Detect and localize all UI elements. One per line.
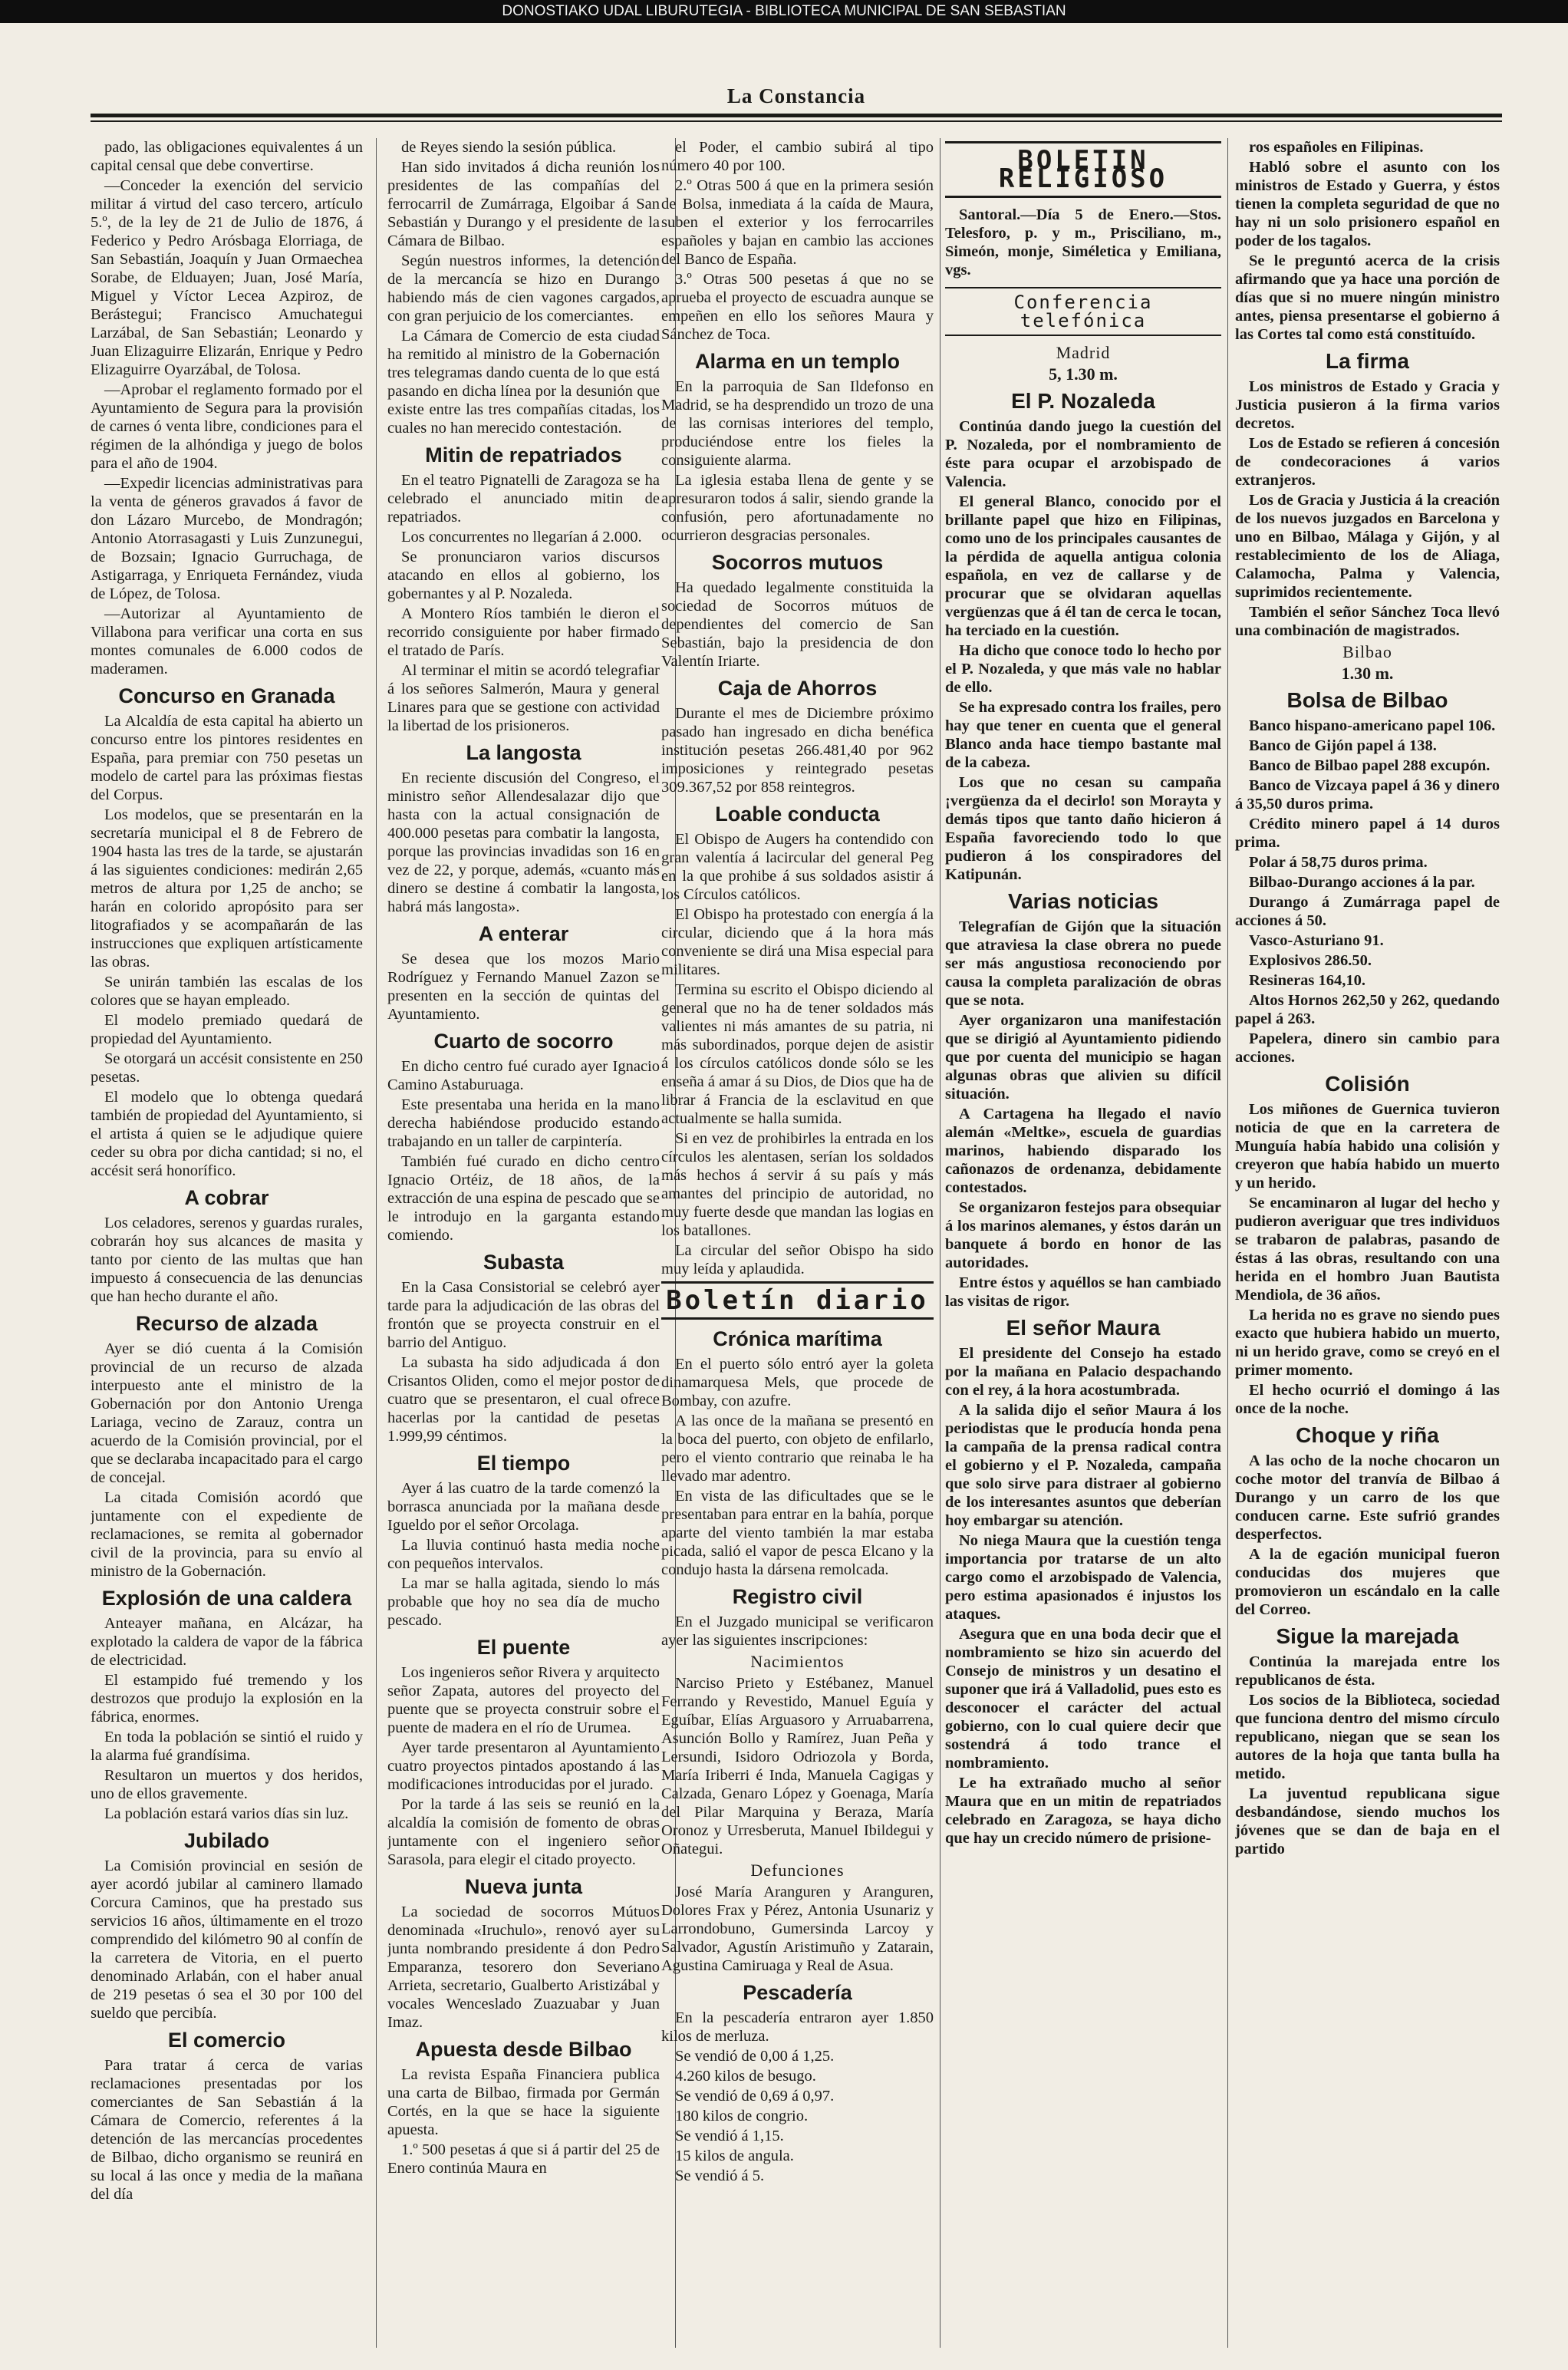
article-paragraph: Los concurrentes no llegarían á 2.000. bbox=[401, 529, 642, 546]
article-paragraph: Banco de Vizcaya papel á 36 y dinero á 35,50 duros prima. bbox=[1235, 777, 1500, 813]
article-paragraph: Los ministros de Estado y Gracia y Justicia pusieron á la firma varios decretos. bbox=[1235, 378, 1500, 432]
article-paragraph: Según nuestros informes, la detención de la mercancía se hizo en Durango habiendo más de cien vagones cargados, con gran perjuicio de los comerciantes. bbox=[387, 252, 660, 325]
article-paragraph: A Cartagena ha llegado el navío alemán «Meltke», escuela de guardias marinos, habiendo disparado los cañonazos de ordenanza, debidamente contestados. bbox=[945, 1106, 1221, 1196]
article-headline: La firma bbox=[1326, 349, 1409, 373]
article-paragraph: A las once de la mañana se presentó en la boca del puerto, con objeto de enfilarlo, pero el viento contrario que reinaba le ha llevado mar adentro. bbox=[661, 1412, 934, 1485]
article-paragraph: Los ingenieros señor Rivera y arquitecto señor Zapata, autores del proyecto del puente que se proyecta construir sobre el puente de madera en el río de Urumea. bbox=[387, 1664, 660, 1736]
article-headline: Socorros mutuos bbox=[711, 551, 884, 574]
article-paragraph: —Autorizar al Ayuntamiento de Villabona para verificar una corta en sus montes comunales de 6.000 codos de maderamen. bbox=[91, 605, 363, 677]
article-paragraph: Anteayer mañana, en Alcázar, ha explotado la caldera de vapor de la fábrica de electricidad. bbox=[91, 1615, 363, 1669]
article-paragraph: El Obispo de Augers ha contendido con gran valentía á lacircular del general Peg en la que prohibe á sus soldados asistir á los Círculos católicos. bbox=[661, 831, 934, 903]
article-headline: La langosta bbox=[466, 741, 581, 764]
article-paragraph: Han sido invitados á dicha reunión los presidentes de las compañías del ferrocarril de Zumárraga, Elgoibar á San Sebastián y Durango y el presidente de la Cámara de Bilbao. bbox=[387, 159, 660, 249]
article-paragraph: Explosivos 286.50. bbox=[1249, 952, 1372, 969]
article-headline: Jubilado bbox=[183, 1829, 269, 1852]
article-paragraph: A las ocho de la noche chocaron un coche motor del tranvía de Bilbao á Durango y un carro de los que conducen carne. Este sufrió grandes desperfectos. bbox=[1235, 1452, 1500, 1543]
article-paragraph: 4.260 kilos de besugo. bbox=[675, 2068, 816, 2085]
article-headline: Concurso en Granada bbox=[118, 684, 335, 707]
article-paragraph: La iglesia estaba llena de gente y se apresuraron todos á salir, siendo grande la confusión, pero afortunadamente no ocurrieron desgracias personales. bbox=[661, 472, 934, 544]
article-paragraph: Los miñones de Guernica tuvieron noticia de que en la carretera de Munguía había habido una colisión y creyeron que había habido un muerto y un herido. bbox=[1235, 1101, 1500, 1192]
article-paragraph: Se ha expresado contra los frailes, pero hay que tener en cuenta que el general Blanco anda hace tiempo bastante mal de la cabeza. bbox=[945, 699, 1221, 771]
article-paragraph: También fué curado en dicho centro Ignacio Ortéiz, de 18 años, de la extracción de una espina de pescado que se le introdujo en la garganta estando comiendo. bbox=[387, 1153, 660, 1244]
article-paragraph: Se otorgará un accésit consistente en 250 pesetas. bbox=[91, 1050, 363, 1086]
article-headline: Apuesta desde Bilbao bbox=[415, 2038, 632, 2061]
article-headline: Choque y riña bbox=[1296, 1423, 1439, 1447]
article-headline: Mitin de repatriados bbox=[425, 443, 622, 466]
article-paragraph: —Aprobar el reglamento formado por el Ayuntamiento de Segura para la provisión de carnes ó venta libre, condiciones para el régimen de la alhóndiga y juego de bolos para el año de 1904. bbox=[91, 381, 363, 472]
article-headline: A cobrar bbox=[184, 1186, 269, 1209]
article-paragraph: Se vendió á 1,15. bbox=[675, 2128, 784, 2144]
article-headline: Recurso de alzada bbox=[135, 1312, 318, 1335]
article-paragraph: En la pescadería entraron ayer 1.850 kilos de merluza. bbox=[661, 2009, 934, 2045]
article-paragraph: La lluvia continuó hasta media noche con pequeños intervalos. bbox=[387, 1537, 660, 1572]
article-paragraph: Los modelos, que se presentarán en la secretaría municipal el 8 de Febrero de 1904 hasta las tres de la tarde, se ajustarán á las siguientes condiciones: medirán 2,65 metros de altura por 1,25 de ancho; se harán en colorido apropósito para ser litografiados y se acompañarán de las instrucciones que expliquen artísticamente las obras. bbox=[91, 806, 363, 971]
article-paragraph: 2.º Otras 500 á que en la primera sesión de Bolsa, inmediata á la caída de Maura, suben el exterior y los ferrocarriles españoles y bajan en cambio las acciones del Banco de España. bbox=[661, 177, 934, 268]
article-paragraph: —Expedir licencias administrativas para la venta de géneros gravados á favor de don Lázaro Murcebo, de Mondragón; Antonio Atorrasagasti y Luis Zunzunegui, de Bozsain; Ignacio Gurruchaga, de Astigarraga, y Enriqueta Fernández, viuda de López, de Tolosa. bbox=[91, 475, 363, 602]
article-paragraph: Se desea que los mozos Mario Rodríguez y Fernando Manuel Zazon se presenten en la sección de quintas del Ayuntamiento. bbox=[387, 951, 660, 1023]
column-2 bbox=[387, 138, 660, 2348]
article-paragraph: 15 kilos de angula. bbox=[675, 2148, 794, 2164]
article-headline: El señor Maura bbox=[1006, 1316, 1161, 1340]
article-paragraph: En vista de las dificultades que se le presentaban para entrar en la bahía, porque aparte del viento también la mar estaba picada, salió el vapor de pesca Elcano y la condujo hasta la dársena remolcada. bbox=[661, 1488, 934, 1578]
article-paragraph: En la Casa Consistorial se celebró ayer tarde para la adjudicación de las obras del frontón que se proyecta construir en el barrio del Antiguo. bbox=[387, 1279, 660, 1351]
article-headline: El P. Nozaleda bbox=[1011, 389, 1155, 413]
article-paragraph: El presidente del Consejo ha estado por la mañana en Palacio despachando con el rey, á la hora acostumbrada. bbox=[945, 1345, 1221, 1399]
article-paragraph: Ayer organizaron una manifestación que se dirigió al Ayuntamiento pidiendo que por cuenta del municipio se hagan algunas obras que alivien su difícil situación. bbox=[945, 1012, 1221, 1103]
article-paragraph: Se vendió de 0,69 á 0,97. bbox=[675, 2088, 835, 2105]
article-paragraph: Este presentaba una herida en la mano derecha habiéndose producido estando trabajando en un taller de carpintería. bbox=[387, 1096, 660, 1150]
article-paragraph: Se organizaron festejos para obsequiar á los marinos alemanes, y éstos darán un banquete á bordo en honor de las autoridades. bbox=[945, 1199, 1221, 1271]
masthead-rule-thin bbox=[91, 120, 1502, 122]
article-paragraph: Al terminar el mitin se acordó telegrafiar á los señores Salmerón, Maura y general Linares para que se gestione con actividad la libertad de los prisioneros. bbox=[387, 662, 660, 734]
article-paragraph: Banco de Gijón papel á 138. bbox=[1249, 737, 1437, 754]
article-headline: El comercio bbox=[167, 2029, 286, 2052]
section-title: BOLETIN RELIGIOSO bbox=[945, 141, 1221, 198]
article-paragraph: Se encaminaron al lugar del hecho y pudieron averiguar que tres individuos se trabaron de palabras, pasando de éstas á las obras, resultando con una herida en el hombro Juan Bautista Mendiola, de 36 años. bbox=[1235, 1195, 1500, 1304]
article-headline: Crónica marítima bbox=[713, 1327, 882, 1350]
article-paragraph: Banco hispano-americano papel 106. bbox=[1249, 717, 1496, 734]
article-paragraph: La Comisión provincial en sesión de ayer acordó jubilar al caminero llamado Corcura Caminos, que ha prestado sus servicios 16 años, últimamente en el trozo comprendido del kilómetro 90 al confín de la carretera de Vitoria, en el puerto denominado Arlabán, con el haber anual de 219 pesetas ó sea el 30 por 100 del sueldo que percibía. bbox=[91, 1857, 363, 2022]
article-paragraph: Le ha extrañado mucho al señor Maura que en un mitin de repatriados celebrado en Zaragoza, se haya dicho que hay un crecido número de prisione- bbox=[945, 1775, 1221, 1847]
article-paragraph: La mar se halla agitada, siendo lo más probable que hoy no sea día de mucho pescado. bbox=[387, 1575, 660, 1629]
article-paragraph: A la salida dijo el señor Maura á los periodistas que le producía honda pena la campaña de la prensa radical contra el gobierno y el P. Nozaleda, campaña que solo sirve para distraer al gobierno de los interesantes asuntos que deberían hoy embargar su atención. bbox=[945, 1402, 1221, 1529]
article-paragraph: Resultaron un muertos y dos heridos, uno de ellos gravemente. bbox=[91, 1767, 363, 1802]
article-paragraph: También el señor Sánchez Toca llevó una combinación de magistrados. bbox=[1235, 604, 1500, 639]
article-paragraph: 180 kilos de congrio. bbox=[675, 2108, 809, 2124]
article-paragraph: El general Blanco, conocido por el brillante papel que hizo en Filipinas, como uno de los principales causantes de la pérdida de aquella antigua colonia española, en vez de callarse y de procurar que se olvidaran aquellas vergüenzas que á él tan de cerca le tocan, ha terciado en la cuestión. bbox=[945, 493, 1221, 639]
article-paragraph: Bilbao-Durango acciones á la par. bbox=[1249, 874, 1475, 891]
dateline: 1.30 m. bbox=[1341, 664, 1394, 683]
article-paragraph: Termina su escrito el Obispo diciendo al general que no ha de tener soldados más valientes ni más amantes de su patria, ni más subordinados, porque dejen de asistir á los círculos católicos donde sólo se les enseña á amar á su Dios, de Dios que ha de librar á Francia de la esclavitud en que actualmente se halla sumida. bbox=[661, 981, 934, 1127]
article-paragraph: La población estará varios días sin luz. bbox=[104, 1805, 349, 1822]
article-headline: Bolsa de Bilbao bbox=[1286, 688, 1448, 712]
article-paragraph: Ayer á las cuatro de la tarde comenzó la borrasca anunciada por la mañana desde Igueldo por el señor Orcolaga. bbox=[387, 1480, 660, 1534]
subheading: Defunciones bbox=[750, 1861, 845, 1880]
archive-banner: DONOSTIAKO UDAL LIBURUTEGIA - BIBLIOTECA MUNICIPAL DE SAN SEBASTIAN bbox=[0, 0, 1568, 23]
article-paragraph: A Montero Ríos también le dieron el recorrido consiguiente por haber firmado el tratado de París. bbox=[387, 605, 660, 659]
article-paragraph: La Cámara de Comercio de esta ciudad ha remitido al ministro de la Gobernación tres telegramas dando cuenta de lo que está pasando en dicha línea por la desunión que existe entre las tres compañías citadas, los cuales no han merecido contestación. bbox=[387, 328, 660, 437]
article-paragraph: Habló sobre el asunto con los ministros de Estado y Guerra, y éstos tienen la completa seguridad de que no hay ni un solo prisionero español en poder de los tagalos. bbox=[1235, 159, 1500, 249]
article-paragraph: En la parroquia de San Ildefonso en Madrid, se ha desprendido un trozo de una de las cornisas interiores del templo, produciéndose entre los fieles la consiguiente alarma. bbox=[661, 378, 934, 469]
article-paragraph: No niega Maura que la cuestión tenga importancia por tratarse de un alto cargo como el arzobispado de Valencia, pero estima apasionados é injustos los ataques. bbox=[945, 1532, 1221, 1623]
article-paragraph: Los celadores, serenos y guardas rurales, cobrarán hoy sus alcances de masita y tanto por ciento de las multas que han impuesto á consecuencia de las denuncias que han hecho durante el año. bbox=[91, 1215, 363, 1305]
article-paragraph: La Alcaldía de esta capital ha abierto un concurso entre los pintores residentes en España, para premiar con 750 pesetas un modelo de cartel para las próximas fiestas del Corpus. bbox=[91, 713, 363, 803]
article-paragraph: La revista España Financiera publica una carta de Bilbao, firmada por Germán Cortés, en la que se hace la siguiente apuesta. bbox=[387, 2066, 660, 2138]
article-paragraph: Asegura que en una boda decir que el nombramiento se hizo sin acuerdo del Consejo de ministros y un desatino el suponer que irá á Valladolid, pues esto es desconocer el carácter del actual gobierno, con lo cual quiere decir que sostendrá á todo trance el nombramiento. bbox=[945, 1626, 1221, 1772]
column-divider bbox=[376, 138, 377, 2348]
article-headline: Explosión de una caldera bbox=[101, 1587, 352, 1610]
article-headline: El puente bbox=[476, 1636, 571, 1659]
article-paragraph: Continúa la marejada entre los republicanos de ésta. bbox=[1235, 1653, 1500, 1689]
article-paragraph: El estampido fué tremendo y los destrozos que produjo la explosión en la fábrica, enormes. bbox=[91, 1672, 363, 1726]
article-paragraph: Durango á Zumárraga papel de acciones á 50. bbox=[1235, 894, 1500, 929]
article-paragraph: El modelo premiado quedará de propiedad del Ayuntamiento. bbox=[91, 1012, 363, 1047]
article-headline: Cuarto de socorro bbox=[433, 1030, 614, 1053]
article-paragraph: Durante el mes de Diciembre próximo pasado han ingresado en dicha benéfica institución pesetas 266.481,40 por 962 imposiciones y reintegrado pesetas 309.367,52 por 858 reintegros. bbox=[661, 705, 934, 796]
article-headline: Registro civil bbox=[732, 1585, 863, 1608]
article-paragraph: Se le preguntó acerca de la crisis afirmando que ya hace una porción de días que si no muere ningún ministro antes, piensa presentarse el gobierno á las Cortes tal como está constituído. bbox=[1235, 252, 1500, 343]
dateline: 5, 1.30 m. bbox=[1049, 364, 1118, 384]
article-paragraph: Se unirán también las escalas de los colores que se hayan empleado. bbox=[91, 974, 363, 1009]
article-paragraph: Continúa dando juego la cuestión del P. Nozaleda, por el nombramiento de éste para ocupar el arzobispado de Valencia. bbox=[945, 418, 1221, 490]
article-paragraph: Si en vez de prohibirles la entrada en los círculos les alentasen, serían los soldados más hechos á servir á su país y más amantes del principio de autoridad, no muy fuerte desde que mandan las logias en los batallones. bbox=[661, 1130, 934, 1239]
article-paragraph: ros españoles en Filipinas. bbox=[1249, 139, 1424, 156]
article-paragraph: Papelera, dinero sin cambio para acciones. bbox=[1235, 1030, 1500, 1066]
article-paragraph: 3.º Otras 500 pesetas á que no se aprueba el proyecto de escuadra aunque se empeñen en ello los señores Maura y Sánchez de Toca. bbox=[661, 271, 934, 343]
article-paragraph: José María Aranguren y Aranguren, Dolores Frax y Pérez, Antonia Usunariz y Larrondobuno, Gumersinda Larcoy y Salvador, Agustín Aristimuño y Zatarain, Agustina Camiruaga y Real de Asua. bbox=[661, 1884, 934, 1974]
article-headline: Caja de Ahorros bbox=[717, 677, 878, 700]
article-paragraph: La citada Comisión acordó que juntamente con el expediente de reclamaciones, se remita al gobernador civil de la provincia, para su envío al ministro de la Gobernación. bbox=[91, 1489, 363, 1580]
article-paragraph: Ayer tarde presentaron al Ayuntamiento cuatro proyectos pintados apostando á las modificaciones introducidas por el jurado. bbox=[387, 1739, 660, 1793]
article-paragraph: —Conceder la exención del servicio militar á virtud del caso tercero, artículo 5.º, de la ley de 21 de Julio de 1876, á Federico y Pedro Arósbaga Elorriaga, de San Sebastián, Joaquín y Juan Ormaechea Sorabe, de Elduayen; Juan, José María, Miguel y Víctor Lecea Azpiroz, de Berástegui; Francisco Amuchategui Larzábal, de San Sebastián; Leonardo y Juan Elizaguirre Elizarán, Enrique y Pedro Elizaguirre Oyarzábal, de Tolosa. bbox=[91, 177, 363, 378]
article-paragraph: Se vendió de 0,00 á 1,25. bbox=[675, 2048, 835, 2065]
column-5 bbox=[1235, 138, 1500, 2348]
article-paragraph: pado, las obligaciones equivalentes á un capital censal que debe convertirse. bbox=[91, 139, 363, 174]
article-headline: Alarma en un templo bbox=[694, 350, 901, 373]
article-paragraph: Para tratar á cerca de varias reclamaciones presentadas por los comerciantes de San Sebastián á la Cámara de Comercio, referentes á la detención de las mercancías procedentes de Bilbao, dicho organismo se reunirá en su local á las once y media de la mañana del día bbox=[91, 2057, 363, 2203]
article-paragraph: La sociedad de socorros Mútuos denominada «Iruchulo», renovó ayer su junta nombrando presidente á don Pedro Emparanza, tesorero don Severiano Arrieta, secretario, Gualberto Aristizábal y vocales Wenceslado Zuazuabar y Juan Imaz. bbox=[387, 1904, 660, 2031]
article-paragraph: En el puerto sólo entró ayer la goleta dinamarquesa Mels, que procede de Bombay, con azufre. bbox=[661, 1356, 934, 1409]
article-paragraph: Entre éstos y aquéllos se han cambiado las visitas de rigor. bbox=[945, 1274, 1221, 1310]
article-headline: Varias noticias bbox=[1007, 889, 1159, 913]
article-headline: Loable conducta bbox=[715, 803, 880, 826]
article-paragraph: Los socios de la Biblioteca, sociedad que funciona dentro del mismo círculo republicano, niegan que se sean los autores de la hoja que tanta bulla ha metido. bbox=[1235, 1692, 1500, 1782]
article-headline: Subasta bbox=[483, 1251, 565, 1274]
article-headline: A enterar bbox=[478, 922, 569, 945]
article-paragraph: de Reyes siendo la sesión pública. bbox=[401, 139, 617, 156]
article-paragraph: Telegrafían de Gijón que la situación que atraviesa la clase obrera no puede ser más angustiosa reconociendo por causa la completa paralización de obras que se nota. bbox=[945, 918, 1221, 1009]
article-paragraph: Crédito minero papel á 14 duros prima. bbox=[1235, 816, 1500, 851]
article-paragraph: Los de Gracia y Justicia á la creación de los nuevos juzgados en Barcelona y uno en Bilbao, Málaga y Gijón, y al restablecimiento de los de Aliaga, Calamocha, Palma y Valencia, suprimidos recientemente. bbox=[1235, 492, 1500, 601]
article-paragraph: En el teatro Pignatelli de Zaragoza se ha celebrado el anunciado mitin de repatriados. bbox=[387, 472, 660, 526]
article-paragraph: Santoral.—Día 5 de Enero.—Stos. Telesforo, p. y m., Prisciliano, m., Simeón, monje, Siméletica y Emiliana, vgs. bbox=[945, 206, 1221, 279]
column-3 bbox=[661, 138, 934, 2348]
article-paragraph: Los de Estado se refieren á concesión de condecoraciones á varios extranjeros. bbox=[1235, 435, 1500, 489]
article-paragraph: Se vendió á 5. bbox=[675, 2167, 765, 2184]
article-paragraph: En dicho centro fué curado ayer Ignacio Camino Astaburuaga. bbox=[387, 1058, 660, 1093]
masthead-rule-thick bbox=[91, 114, 1502, 117]
article-headline: Sigue la marejada bbox=[1276, 1624, 1459, 1648]
article-paragraph: La circular del señor Obispo ha sido muy leída y aplaudida. bbox=[661, 1242, 934, 1277]
article-paragraph: En toda la población se sintió el ruido y la alarma fué grandísima. bbox=[91, 1729, 363, 1764]
article-paragraph: Se pronunciaron varios discursos atacando en ellos al gobierno, los gobernantes y al P. Nozaleda. bbox=[387, 549, 660, 602]
article-headline: Colisión bbox=[1325, 1072, 1410, 1096]
article-paragraph: El hecho ocurrió el domingo á las once de la noche. bbox=[1235, 1382, 1500, 1417]
article-paragraph: La subasta ha sido adjudicada á don Crisantos Oliden, como el mejor postor de cuatro que se presentaron, el cual ofrece hacerlas por la cantidad de pesetas 1.999,99 céntimos. bbox=[387, 1354, 660, 1445]
article-paragraph: Ha quedado legalmente constituida la sociedad de Socorros mútuos de dependientes del comercio de San Sebastián, bajo la presidencia de don Valentín Iriarte. bbox=[661, 579, 934, 670]
page-masthead: La Constancia bbox=[726, 84, 866, 107]
article-headline: Pescadería bbox=[743, 1981, 852, 2004]
article-paragraph: Los que no cesan su campaña ¡vergüenza da el decirlo! son Morayta y demás tipos que tanto daño hicieron á España favoreciendo todo lo que pudieron á los conspiradores del Katipunán. bbox=[945, 774, 1221, 883]
article-paragraph: Ayer se dió cuenta á la Comisión provincial de un recurso de alzada interpuesto ante el ministro de la Gobernación por don Antonio Urenga Lariaga, vecino de Zarauz, contra un acuerdo de la Comisión provincial, por el que se declaraba incapacitado para el cargo de concejal. bbox=[91, 1340, 363, 1486]
article-headline: El tiempo bbox=[476, 1452, 571, 1475]
article-paragraph: Polar á 58,75 duros prima. bbox=[1249, 854, 1428, 871]
article-paragraph: Ha dicho que conoce todo lo hecho por el P. Nozaleda, y que más vale no hablar de ello. bbox=[945, 642, 1221, 696]
article-paragraph: El Obispo ha protestado con energía á la circular, diciendo que á la hora más conveniente se dirá una Misa especial para militares. bbox=[661, 906, 934, 978]
column-divider bbox=[1227, 138, 1228, 2348]
article-paragraph: Banco de Bilbao papel 288 excupón. bbox=[1249, 757, 1491, 774]
article-paragraph: Por la tarde á las seis se reunió en la alcaldía la comisión de fomento de obras juntamente con el ingeniero señor Sarasola, para elegir el citado proyecto. bbox=[387, 1796, 660, 1868]
section-title: Boletín diario bbox=[661, 1281, 934, 1320]
article-paragraph: La juventud republicana sigue desbandándose, siendo muchos los jóvenes que se dan de baja en el partido bbox=[1235, 1785, 1500, 1857]
article-paragraph: En reciente discusión del Congreso, el ministro señor Allendesalazar dijo que hasta con la actual consignación de 400.000 pesetas para combatir la langosta, porque las provincias invadidas son 16 en vez de 22, y porque, además, «cuanto más dinero se destine á combatir la langosta, habrá más langosta». bbox=[387, 770, 660, 915]
article-headline: Nueva junta bbox=[464, 1875, 583, 1898]
subheading: Bilbao bbox=[1342, 642, 1392, 661]
article-paragraph: A la de egación municipal fueron conducidas dos mujeres que promovieron un escándalo en la calle del Correo. bbox=[1235, 1546, 1500, 1618]
section-subtitle: Conferencia telefónica bbox=[945, 287, 1221, 336]
article-paragraph: El modelo que lo obtenga quedará también de propiedad del Ayuntamiento, si el artista á quien se le adjudique quiere ceder su obra por dicha cantidad; si no, el accésit será honorífico. bbox=[91, 1089, 363, 1179]
column-4 bbox=[945, 138, 1221, 2348]
article-paragraph: Vasco-Asturiano 91. bbox=[1249, 932, 1384, 949]
column-1 bbox=[91, 138, 363, 2348]
article-paragraph: el Poder, el cambio subirá al tipo número 40 por 100. bbox=[661, 139, 934, 174]
article-paragraph: Narciso Prieto y Estébanez, Manuel Ferrando y Revestido, Manuel Eguía y Eguíbar, Elías Arguasoro y Arruabarrena, Asunción Bollo y Ramírez, Juan Peña y Lersundi, Isidoro Odriozola y Borda, María Iriberri é Inda, Manuela Cagigas y Calzada, Genaro López y Goenaga, María del Pilar Marquina y Beraza, María Oronoz y Urresberuta, Manuel Ibildegui y Oñategui. bbox=[661, 1675, 934, 1857]
subheading: Nacimientos bbox=[750, 1652, 845, 1671]
subheading: Madrid bbox=[1056, 343, 1111, 362]
article-paragraph: En el Juzgado municipal se verificaron ayer las siguientes inscripciones: bbox=[661, 1614, 934, 1649]
article-paragraph: 1.º 500 pesetas á que si á partir del 25 de Enero continúa Maura en bbox=[387, 2141, 660, 2177]
article-paragraph: Resineras 164,10. bbox=[1249, 972, 1366, 989]
article-paragraph: Altos Hornos 262,50 y 262, quedando papel á 263. bbox=[1235, 992, 1500, 1027]
article-paragraph: La herida no es grave no siendo pues exacto que hubiera habido un muerto, ni un herido grave, como se creyó en el primer momento. bbox=[1235, 1307, 1500, 1379]
